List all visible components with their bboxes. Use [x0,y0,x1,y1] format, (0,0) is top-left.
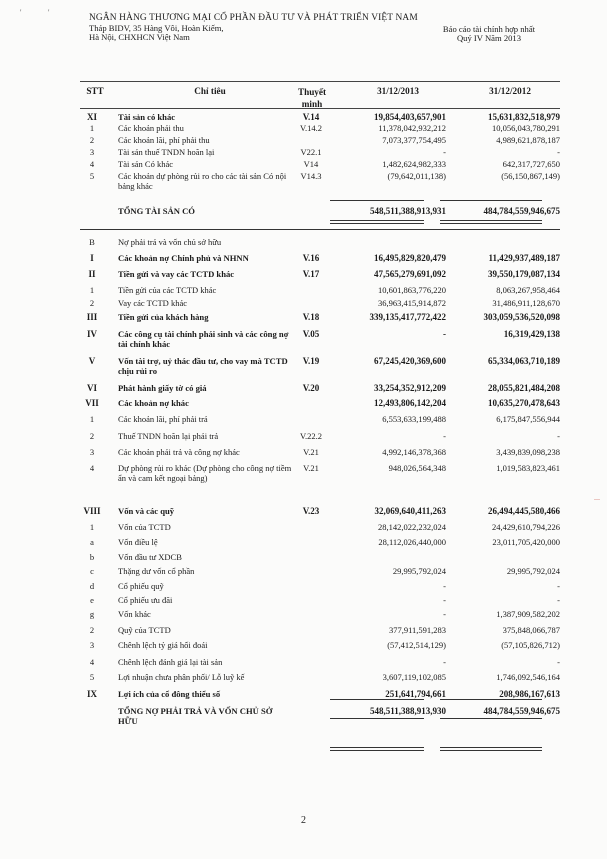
row-value-2012: 15,631,832,518,979 [488,112,560,122]
subtotal-rule [330,200,424,201]
row-value-2013: 948,026,564,348 [388,463,446,473]
row-label: Các khoản phải thu [118,123,184,133]
bank-name: NGÂN HÀNG THƯƠNG MẠI CỔ PHẦN ĐẦU TƯ VÀ PHÁT TRIỂN VIỆT NAM [89,13,418,23]
row-stt: c [90,566,94,576]
row-stt: 2 [89,135,95,145]
row-value-2013: 4,992,146,378,368 [382,447,446,457]
row-value-2012: 208,986,167,613 [499,689,560,699]
row-value-2013: 6,553,633,199,488 [382,414,446,424]
row-value-2012: 11,429,937,489,187 [488,253,560,263]
row-label: Tài sản thuế TNDN hoãn lại [118,147,215,157]
row-label: Quỹ của TCTD [118,625,171,635]
row-note: V14.3 [300,171,322,181]
report-period: Quý IV Năm 2013 [456,33,522,43]
row-label: Chênh lệch đánh giá lại tài sản [118,657,223,667]
total-bottom-rule [440,750,542,751]
row-value-2012: 484,784,559,946,675 [483,706,560,716]
row-label: Tài sản Có khác [118,159,173,169]
row-stt: 2 [89,625,95,635]
row-stt: 4 [89,463,95,473]
row-label: Thuế TNDN hoãn lại phải trả [118,431,219,441]
row-label: Tiền gửi của khách hàng [118,312,209,322]
row-label: Vốn và các quỹ [118,506,175,516]
row-stt: 2 [89,431,95,441]
row-note: V.18 [302,312,320,322]
row-note: V.23 [302,506,320,516]
row-value-2012: 4,989,621,878,187 [496,135,560,145]
row-stt: VI [86,383,97,393]
row-label: Các khoản nợ Chính phủ và NHNN [118,253,249,263]
total-bottom-rule [330,747,424,748]
row-label: Các công cụ tài chính phái sinh và các công nợ tài chính khác [118,329,289,349]
row-stt: 1 [89,123,95,133]
row-value-2013: 10,601,863,776,220 [378,285,446,295]
row-value-2012: 375,848,066,787 [502,625,560,635]
row-value-2013: 47,565,279,691,092 [374,269,446,279]
row-value-2012: 39,550,179,087,134 [488,269,560,279]
row-value-2013: - [443,595,446,605]
row-value-2012: 28,055,821,484,208 [488,383,560,393]
row-label: Phát hành giấy tờ có giá [118,383,207,393]
col-2012-header: 31/12/2012 [489,86,531,96]
row-value-2012: 10,635,270,478,643 [488,398,560,408]
row-label: Lợi nhuận chưa phân phối/ Lỗ luỹ kế [118,672,245,682]
row-label: Nợ phải trả và vốn chủ sở hữu [118,237,222,247]
row-label: Vốn của TCTD [118,522,171,532]
row-value-2013: 33,254,352,912,209 [374,383,446,393]
row-value-2012: 8,063,267,958,464 [496,285,560,295]
total-top-rule [330,718,424,719]
row-value-2012: - [557,657,560,667]
row-note: V.21 [303,463,319,473]
row-stt: 1 [89,522,95,532]
row-stt: IV [86,329,97,339]
row-value-2013: 3,607,119,102,085 [382,672,446,682]
row-value-2013: 251,641,794,661 [385,689,446,699]
total-top-rule [440,220,542,221]
row-value-2012: 10,056,043,780,291 [492,123,560,133]
row-value-2013: - [443,657,446,667]
row-label: Cổ phiếu ưu đãi [118,595,173,605]
row-note: V.19 [302,356,320,366]
row-value-2012: 6,175,847,556,944 [496,414,560,424]
report-title: Báo cáo tài chính hợp nhất [442,24,536,34]
row-value-2013: 32,069,640,411,263 [374,506,446,516]
row-value-2013: 377,911,591,283 [388,625,446,635]
row-value-2012: - [557,431,560,441]
row-note: V.20 [302,383,320,393]
row-label: Các khoản nợ khác [118,398,189,408]
row-label: Cổ phiếu quỹ [118,581,164,591]
margin-mark: ' [20,8,22,17]
row-note: V.14.2 [299,123,323,133]
subtotal-rule [330,699,424,700]
row-value-2013: 67,245,420,369,600 [374,356,446,366]
row-stt: B [89,237,95,247]
row-label: Các khoản lãi, phí phải thu [118,135,210,145]
row-value-2012: 1,019,583,823,461 [496,463,560,473]
row-stt: III [86,312,98,322]
row-label: Tiền gửi của các TCTD khác [118,285,217,295]
row-note: V.14 [302,112,320,122]
table-header-rule [80,108,560,109]
row-value-2013: 16,495,829,820,479 [374,253,446,263]
row-stt: XI [86,112,97,122]
row-value-2013: 28,112,026,440,000 [378,537,446,547]
row-stt: 1 [89,285,95,295]
row-note: V.21 [303,447,319,457]
table-header [80,84,560,114]
row-stt: g [89,609,95,619]
row-label: Thặng dư vốn cổ phần [118,566,195,576]
row-value-2013: (79,642,011,138) [387,171,446,181]
row-stt: II [88,269,96,279]
row-label: Tiền gửi và vay các TCTD khác [118,269,235,279]
row-note: V.16 [302,253,320,263]
total-bottom-rule [330,750,424,751]
row-stt: 5 [89,672,95,682]
row-stt: VII [85,398,99,408]
row-note: V.05 [302,329,320,339]
row-label: Các khoản dự phòng rủi ro cho các tài sản Có nội bảng khác [118,171,287,191]
total-bottom-rule [330,223,424,224]
row-stt: 3 [89,640,95,650]
row-value-2012: 16,319,429,138 [503,329,560,339]
margin-notes: ... [594,493,600,502]
row-label: Vốn tài trợ, uỷ thác đầu tư, cho vay mà TCTD chịu rủi ro [118,356,288,376]
row-value-2013: 548,511,388,913,930 [369,706,446,716]
col-stt-header: STT [86,86,104,96]
row-value-2012: - [557,581,560,591]
row-stt: 4 [89,159,95,169]
row-stt: IX [86,689,97,699]
row-value-2013: 548,511,388,913,931 [369,206,446,216]
row-value-2013: 28,142,022,232,024 [378,522,446,532]
row-value-2013: - [443,581,446,591]
row-stt: VIII [83,506,101,516]
row-value-2012: 3,439,839,098,238 [496,447,560,457]
row-stt: a [90,537,94,547]
row-value-2012: 484,784,559,946,675 [483,206,560,216]
address-line-2: Hà Nội, CHXHCN Việt Nam [89,32,190,42]
row-note: V.22.2 [299,431,323,441]
row-value-2012: - [557,147,560,157]
row-stt: 4 [89,657,95,667]
row-value-2012: 23,011,705,420,000 [492,537,560,547]
row-value-2012: (56,150,867,149) [501,171,560,181]
row-stt: 3 [89,447,95,457]
row-value-2013: - [443,609,446,619]
row-label: TỔNG TÀI SẢN CÓ [118,206,195,216]
row-stt: 2 [89,298,95,308]
row-value-2013: - [443,329,446,339]
row-label: Các khoản phải trả và công nợ khác [118,447,240,457]
row-value-2013: - [443,431,446,441]
table-top-rule [80,81,560,82]
page-number: 2 [301,815,306,826]
row-note: V22.1 [300,147,322,157]
row-value-2013: 12,493,806,142,204 [374,398,446,408]
document-header [89,14,559,43]
row-label: Vốn điều lệ [118,537,158,547]
row-value-2012: - [557,595,560,605]
row-label: Chênh lệch tỷ giá hối đoái [118,640,208,650]
row-stt: V [88,356,96,366]
row-value-2013: 1,482,624,982,333 [382,159,446,169]
address-line-1: Tháp BIDV, 35 Hàng Vôi, Hoàn Kiếm, [89,22,224,33]
row-value-2012: 24,429,610,794,226 [492,522,560,532]
row-note: V.17 [302,269,320,279]
row-label: Vay các TCTD khác [118,298,187,308]
total-bottom-rule [440,747,542,748]
row-label: Vốn khác [118,609,151,619]
row-stt: d [89,581,95,591]
row-value-2012: 642,317,727,650 [502,159,560,169]
row-value-2012: 65,334,063,710,189 [488,356,560,366]
row-value-2012: 1,746,092,546,164 [496,672,560,682]
total-top-rule [330,220,424,221]
row-value-2012: 26,494,445,580,466 [488,506,560,516]
col-item-header: Chỉ tiêu [194,86,226,96]
row-stt: 3 [89,147,95,157]
row-value-2012: 1,387,909,582,202 [496,609,560,619]
row-value-2013: 11,378,042,932,212 [378,123,446,133]
row-value-2013: 36,963,415,914,872 [378,298,446,308]
row-stt: 1 [89,414,95,424]
col-note-header: Thuyết minh [297,87,327,109]
row-note: V14 [303,159,319,169]
margin-mark: ' [48,8,50,17]
col-2013-header: 31/12/2013 [377,86,419,96]
total-top-rule [440,718,542,719]
row-value-2012: (57,105,826,712) [501,640,560,650]
row-value-2013: - [443,147,446,157]
row-stt: I [90,253,94,263]
row-label: TỔNG NỢ PHẢI TRẢ VÀ VỐN CHỦ SỞ HỮU [118,706,273,726]
row-label: Các khoản lãi, phí phải trả [118,414,208,424]
section-rule [80,229,560,230]
row-value-2013: 19,854,403,657,901 [374,112,446,122]
row-stt: 5 [89,171,95,181]
row-value-2013: (57,412,514,129) [387,640,446,650]
subtotal-rule [440,200,542,201]
subtotal-rule [440,699,542,700]
row-value-2012: 29,995,792,024 [506,566,560,576]
row-value-2013: 7,073,377,754,495 [382,135,446,145]
row-value-2013: 29,995,792,024 [392,566,446,576]
row-label: Vốn đầu tư XDCB [118,552,182,562]
row-value-2013: 339,135,417,772,422 [369,312,446,322]
row-label: Lợi ích của cổ đông thiểu số [118,689,221,699]
total-bottom-rule [440,223,542,224]
row-label: Dự phòng rủi ro khác (Dự phòng cho công nợ tiềm ẩn và cam kết ngoại bảng) [118,463,292,483]
row-stt: b [89,552,95,562]
row-value-2012: 31,486,911,128,670 [492,298,560,308]
row-label: Tài sản có khác [118,112,176,122]
row-value-2012: 303,059,536,520,098 [483,312,560,322]
row-stt: e [90,595,94,605]
